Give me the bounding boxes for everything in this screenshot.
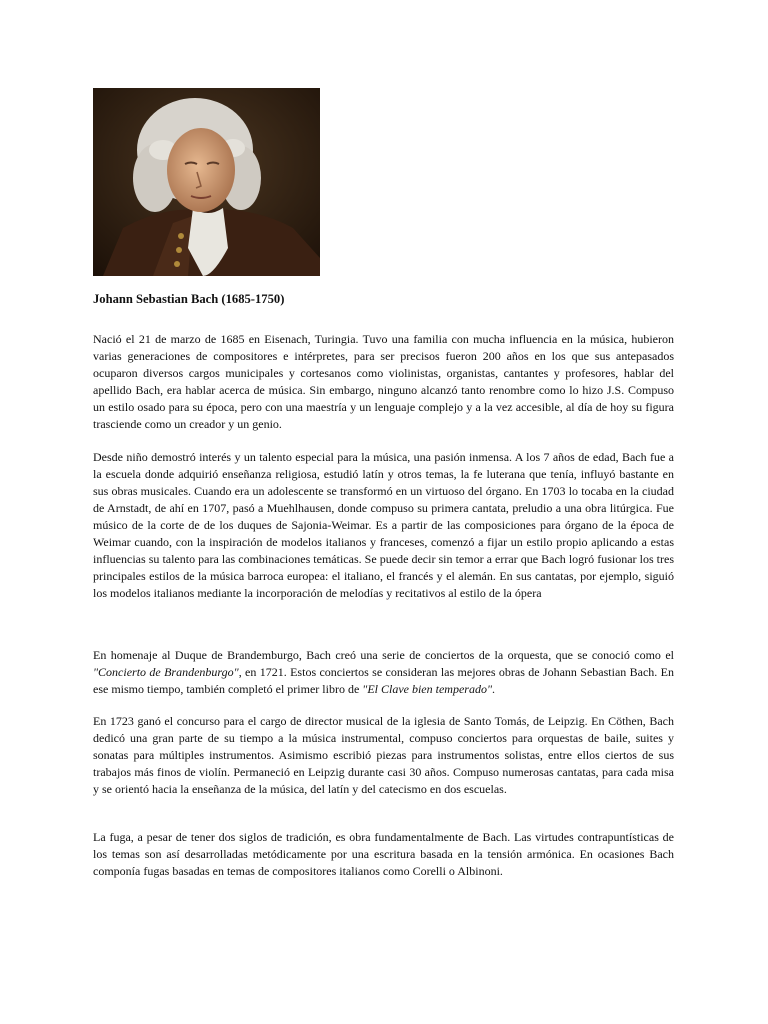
- paragraph-fugue: La fuga, a pesar de tener dos siglos de tradición, es obra fundamentalmente de Bach. Las virtudes contrapuntísticas de los temas son así desarrolladas metódicamente por una escritura basada en la tensión armónica. En ocasiones Bach componía fugas basadas en temas de compositores italianos como Corelli o Albinoni.: [93, 830, 674, 878]
- paragraph-text: , en 1721. Estos conciertos se consideran las mejores obras de Johann Sebastian Bach. En ese mismo tiempo, también completó el primer libro de: [93, 665, 674, 696]
- work-title-concierto: "Concierto de Brandenburgo": [93, 665, 239, 679]
- paragraph-childhood: Desde niño demostró interés y un talento especial para la música, una pasión inmensa. A los 7 años de edad, Bach fue a la escuela donde adquirió enseñanza religiosa, estudió latín y otros temas, la fe luterana que tenía, influyó bastante en sus obras musicales. Cuando era un adolescente se transformó en un virtuoso del órgano. En 1703 lo tocaba en la ciudad de Arnstadt, de ahí en 1707, pasó a Muehlhausen, donde compuso su primera cantata, preludio a una obra litúrgica. Fue músico de la corte de de los duques de Sajonia-Weimar. Es a partir de las composiciones para órgano de la época de Weimar cuando, con la inspiración de modelos italianos y franceses, comenzó a fijar un estilo propio aplicando a estas influencias su talento para las combinaciones temáticas. Se puede decir sin temor a errar que Bach logró fusionar los tres principales estilos de la música barroca europea: el italiano, el francés y el alemán. En sus cantatas, por ejemplo, siguió los modelos italianos mediante la incorporación de melodías y recitativos al estilo de la ópera: [93, 450, 674, 600]
- work-title-clave: "El Clave bien temperado": [362, 682, 492, 696]
- paragraph-birth: Nació el 21 de marzo de 1685 en Eisenach, Turingia. Tuvo una familia con mucha influencia en la música, hubieron varias generaciones de compositores e intérpretes, para ser precisos fueron 200 años en los que sus antepasados ocuparon diversos cargos municipales y cortesanos como violinistas, organistas, cantantes y profesores, hablar del apellido Bach, era hablar acerca de música. Sin embargo, ninguno alcanzó tanto renombre como lo hizo J.S. Compuso un estilo osado para su época, pero con una maestría y un lenguaje complejo y a la vez accesible, al día de hoy su figura trasciende como un creador y un genio.: [93, 332, 674, 431]
- paragraph-leipzig: En 1723 ganó el concurso para el cargo de director musical de la iglesia de Santo Tomás, de Leipzig. En Cöthen, Bach dedicó una gran parte de su tiempo a la música instrumental, compuso conciertos para orquestas de baile, suites y sonatas para múltiples instrumentos. Asimismo escribió piezas para instrumentos solistas, entre ellos ciertos de sus trabajos más finos de violín. Permaneció en Leipzig durante casi 30 años. Compuso numerosas cantatas, para cada misa y se orientó hacia la enseñanza de la música, del latín y del catecismo en dos escuelas.: [93, 714, 674, 796]
- paragraph-text: En homenaje al Duque de Brandemburgo, Bach creó una serie de conciertos de la orquesta, que se conoció como el: [93, 648, 674, 662]
- document-title: Johann Sebastian Bach (1685-1750): [93, 292, 285, 306]
- paragraph-text: .: [492, 682, 495, 696]
- bach-portrait-image: [93, 88, 320, 276]
- paragraph-brandenburg: [93, 647, 674, 698]
